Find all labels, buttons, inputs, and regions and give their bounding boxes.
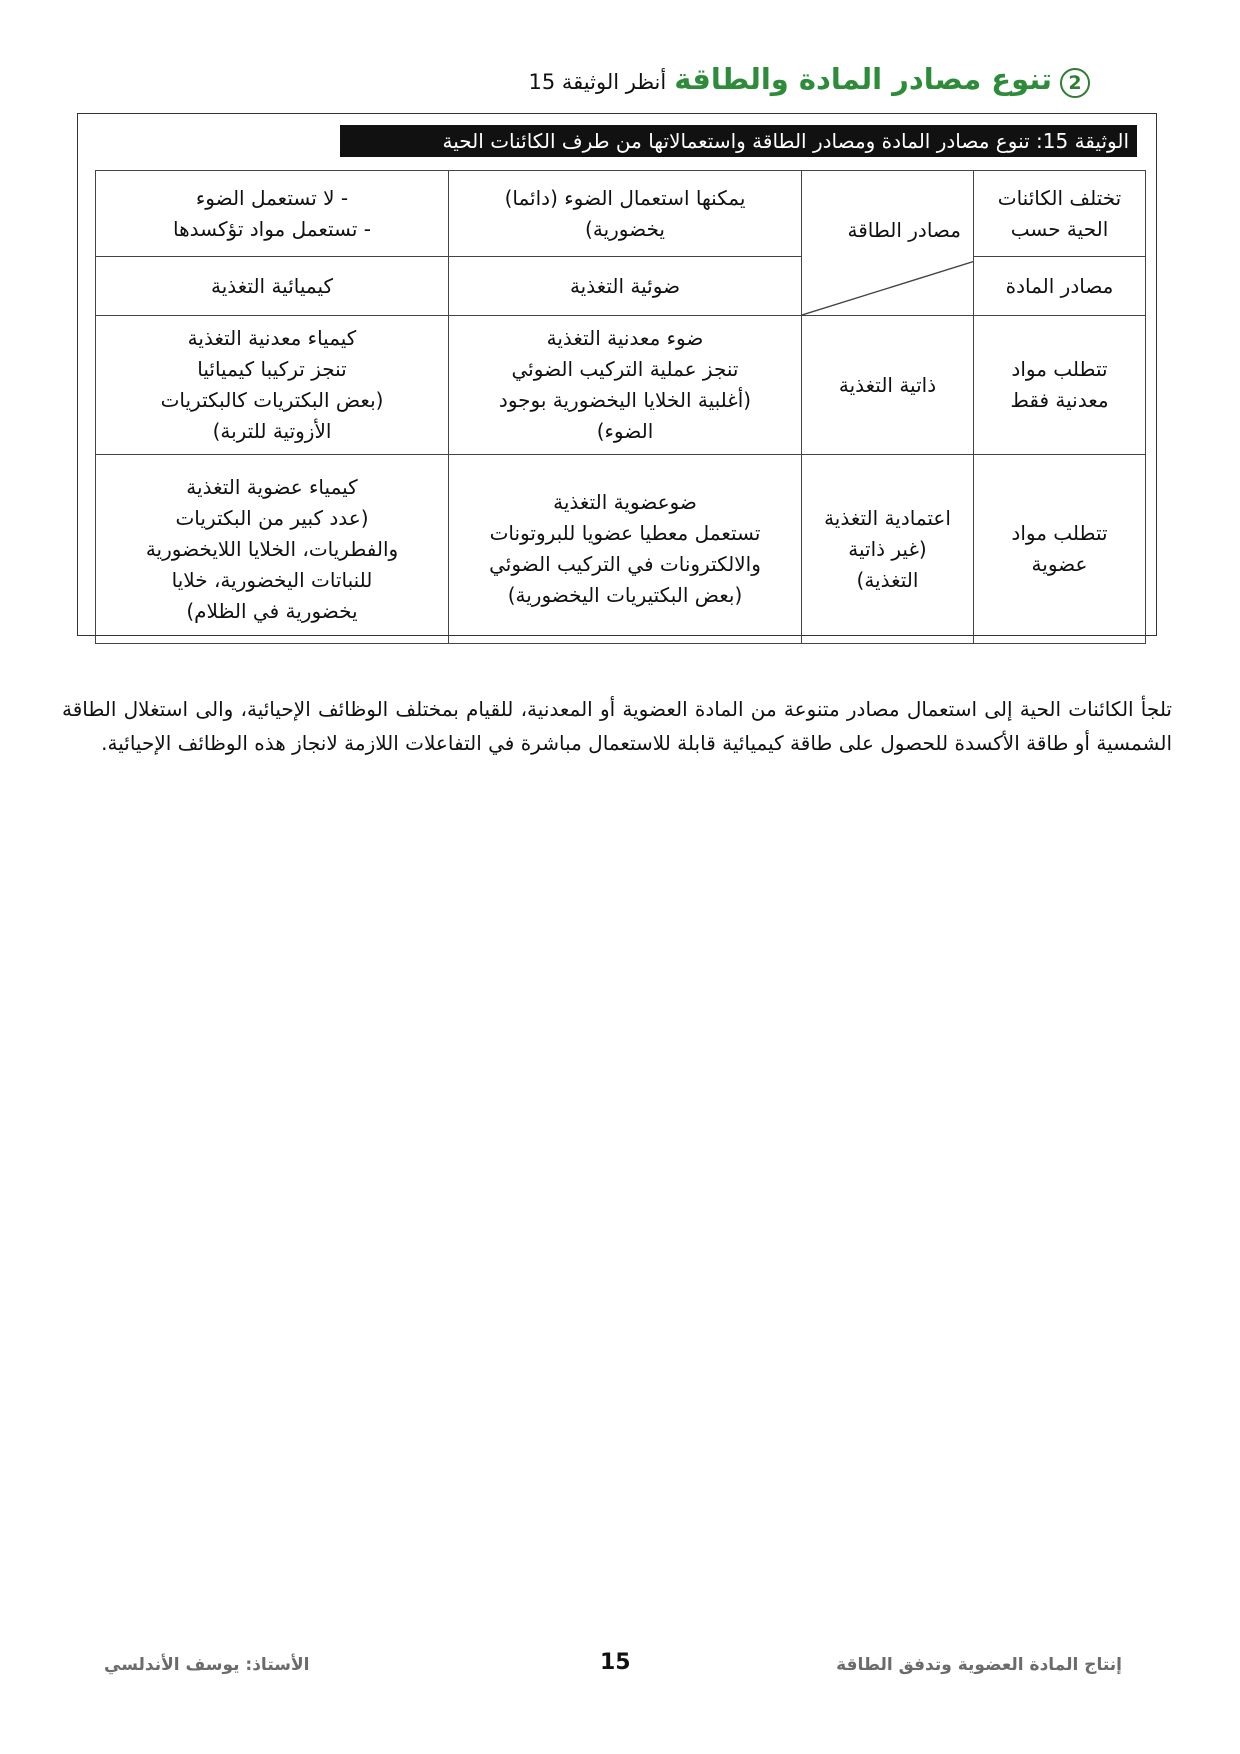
table-row <box>96 316 1146 455</box>
photoorganotroph-cell: ضوعضوية التغذية تستعمل معطيا عضويا للبروتونات والالكترونات في التركيب الضوئي (بعض البكتيريات اليخضورية) <box>449 455 802 644</box>
table-header-row <box>96 171 1146 257</box>
section-heading <box>529 62 1090 98</box>
summary-paragraph: تلجأ الكائنات الحية إلى استعمال مصادر متنوعة من المادة العضوية أو المعدنية، للقيام بمختلف الوظائف الإحيائية، والى استغلال الطاقة الشمسية أو طاقة الأكسدة للحصول على طاقة كيميائية قابلة للاستعمال مباشرة في التفاعلات اللازمة لانجاز هذه الوظائف الإحيائية. <box>62 697 1172 755</box>
organisms-classified-by-cell: تختلف الكائنات الحية حسب <box>974 171 1146 257</box>
document-reference: أنظر الوثيقة 15 <box>528 70 667 94</box>
footer-course-title: إنتاج المادة العضوية وتدفق الطاقة <box>836 1655 1122 1675</box>
document-caption: الوثيقة 15: تنوع مصادر المادة ومصادر الطاقة واستعمالاتها من طرف الكائنات الحية <box>340 125 1137 157</box>
chemo-header-cell: - لا تستعمل الضوء - تستعمل مواد تؤكسدها <box>96 171 449 257</box>
chemo-nutrition-label: كيميائية التغذية <box>96 257 449 316</box>
nutrition-table <box>95 170 1146 644</box>
energy-sources-label: مصادر الطاقة <box>847 218 961 242</box>
autotroph-cell: ذاتية التغذية <box>802 316 974 455</box>
heterotroph-cell: اعتمادية التغذية (غير ذاتية التغذية) <box>802 455 974 644</box>
section-number-badge: 2 <box>1060 68 1090 98</box>
photolithotroph-cell: ضوء معدنية التغذية تنجز عملية التركيب الضوئي (أغلبية الخلايا اليخضورية بوجود الضوء) <box>449 316 802 455</box>
matter-organic-cell: تتطلب مواد عضوية <box>974 455 1146 644</box>
photo-header-cell: يمكنها استعمال الضوء (دائما) يخضورية) <box>449 171 802 257</box>
table-subheader-row <box>96 257 1146 316</box>
footer-teacher: الأستاذ: يوسف الأندلسي <box>104 1655 310 1675</box>
photo-nutrition-label: ضوئية التغذية <box>449 257 802 316</box>
energy-sources-diagonal-cell <box>802 171 974 316</box>
matter-mineral-cell: تتطلب مواد معدنية فقط <box>974 316 1146 455</box>
chemoorganotroph-cell: كيمياء عضوية التغذية (عدد كبير من البكتريات والفطريات، الخلايا اللايخضورية للنباتات اليخضورية، خلايا يخضورية في الظلام) <box>96 455 449 644</box>
chemolithotroph-cell: كيمياء معدنية التغذية تنجز تركيبا كيميائيا (بعض البكتريات كالبكتريات الأزوتية للتربة) <box>96 316 449 455</box>
section-title: تنوع مصادر المادة والطاقة <box>674 62 1052 96</box>
page-number: 15 <box>600 1650 631 1675</box>
matter-sources-label: مصادر المادة <box>974 257 1146 316</box>
table-row <box>96 455 1146 644</box>
